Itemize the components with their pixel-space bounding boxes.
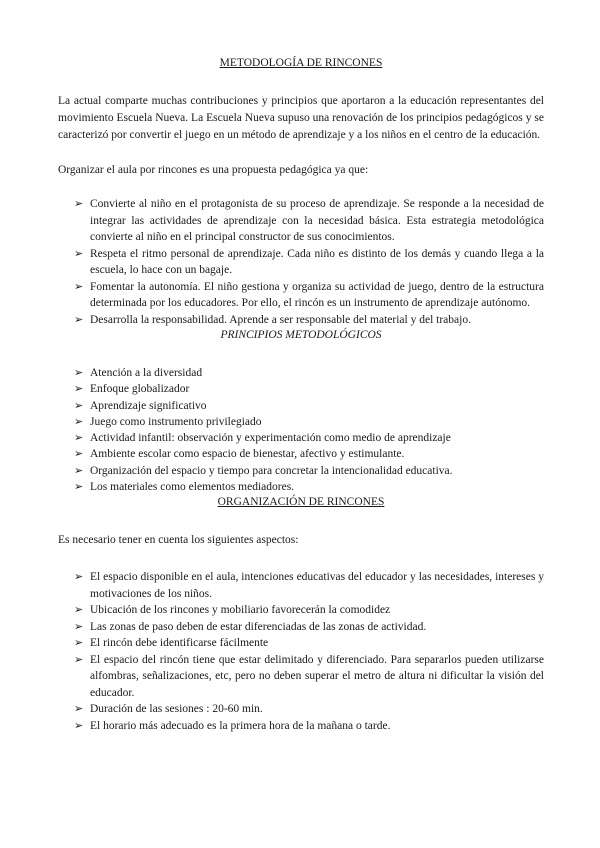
list-item [58, 246, 544, 279]
list-item [58, 463, 544, 479]
intro-paragraph: La actual comparte muchas contribuciones y principios que aportaron a la educación representantes del movimiento Escuela Nueva. La Escuela Nueva supuso una renovación de los principios pedagógicos y se caracterizó por convertir el juego en un método de aprendizaje y a los niños en el centro de la educación. [58, 95, 544, 141]
section-title-principios: PRINCIPIOS METODOLÓGICOS [220, 329, 382, 341]
list-item [58, 602, 544, 619]
arrow-bullet-icon: ➢ [74, 463, 84, 477]
arrow-bullet-icon: ➢ [74, 366, 84, 379]
list-item [58, 479, 544, 495]
list-item [58, 196, 544, 246]
list-item [58, 365, 544, 381]
list-item-text: Ambiente escolar como espacio de bienestar, afectivo y estimulante. [90, 448, 405, 461]
arrow-bullet-icon: ➢ [74, 382, 84, 396]
list-item [58, 381, 544, 397]
list-item-text: Actividad infantil: observación y experimentación como medio de aprendizaje [90, 432, 451, 445]
arrow-bullet-icon: ➢ [74, 431, 84, 445]
list-item-text: El espacio del rincón tiene que estar delimitado y diferenciado. Para separarlos pueden utilizarse alfombras, señalizaciones, etc, pero no deben superar el metro de altura ni dificultar la visión del educador. [90, 653, 544, 699]
list-item-text: Respeta el ritmo personal de aprendizaje. Cada niño es distinto de los demás y cuando llega a la escuela, lo hace con un bagaje. [90, 247, 544, 276]
arrow-bullet-icon: ➢ [74, 603, 84, 617]
arrow-bullet-icon: ➢ [74, 312, 84, 326]
list-item [58, 569, 544, 602]
list-item-text: Aprendizaje significativo [90, 399, 207, 412]
list-item [58, 430, 544, 446]
list-item [58, 279, 544, 312]
arrow-bullet-icon: ➢ [74, 279, 84, 293]
arrow-bullet-icon: ➢ [74, 480, 84, 494]
arrow-bullet-icon: ➢ [74, 702, 84, 716]
list-item [58, 619, 544, 636]
list-item [58, 718, 544, 735]
list-item-text: Organización del espacio y tiempo para concretar la intencionalidad educativa. [90, 464, 453, 477]
list-item-text: Juego como instrumento privilegiado [90, 415, 262, 428]
arrow-bullet-icon: ➢ [74, 570, 84, 584]
list-item-text: Enfoque globalizador [90, 383, 190, 396]
list-item-text: El rincón debe identificarse fácilmente [90, 637, 269, 650]
arrow-bullet-icon: ➢ [74, 447, 84, 461]
list-item [58, 701, 544, 718]
list-item [58, 652, 544, 702]
arrow-bullet-icon: ➢ [74, 652, 84, 666]
arrow-bullet-icon: ➢ [74, 398, 84, 412]
arrow-bullet-icon: ➢ [74, 619, 84, 633]
arrow-bullet-icon: ➢ [74, 414, 84, 428]
arrow-bullet-icon: ➢ [74, 246, 84, 260]
list-item [58, 312, 544, 329]
list-item-text: Convierte al niño en el protagonista de su proceso de aprendizaje. Se responde a la necesidad de integrar las actividades de aprendizaje con la necesidad básica. Esta estrategia metodológica convierte al niño en el principal constructor de sus conocimientos. [90, 198, 544, 243]
list-item-text: El espacio disponible en el aula, intenciones educativas del educador y las necesidades, intereses y motivaciones de los niños. [90, 571, 544, 600]
section-title-metodologia: METODOLOGÍA DE RINCONES [219, 57, 383, 69]
list-intro-text: Organizar el aula por rincones es una propuesta pedagógica ya que: [58, 164, 369, 176]
aspects-intro-text: Es necesario tener en cuenta los siguientes aspectos: [58, 534, 299, 547]
list-item-text: El horario más adecuado es la primera hora de la mañana o tarde. [90, 719, 391, 732]
list-item [58, 414, 544, 430]
section-title-organizacion: ORGANIZACIÓN DE RINCONES [217, 496, 385, 509]
reasons-list [58, 196, 544, 328]
list-item-text: Desarrolla la responsabilidad. Aprende a ser responsable del material y del trabajo. [90, 313, 471, 326]
list-item [58, 398, 544, 414]
aspects-list [58, 569, 544, 734]
list-item-text: Los materiales como elementos mediadores. [90, 481, 295, 494]
arrow-bullet-icon: ➢ [74, 197, 84, 210]
document-content [58, 56, 544, 734]
list-item-text: Ubicación de los rincones y mobiliario favorecerán la comodidez [90, 604, 391, 617]
list-item [58, 446, 544, 462]
principles-list [58, 365, 544, 495]
arrow-bullet-icon: ➢ [74, 636, 84, 650]
list-item [58, 635, 544, 652]
list-item-text: Las zonas de paso deben de estar diferenciadas de las zonas de actividad. [90, 620, 427, 633]
list-item-text: Fomentar la autonomía. El niño gestiona y organiza su actividad de juego, dentro de la estructura determinada por los educadores. Por ello, el rincón es un instrumento de aprendizaje autónomo. [90, 280, 544, 309]
list-item-text: Duración de las sesiones : 20-60 min. [90, 703, 263, 716]
list-item-text: Atención a la diversidad [90, 367, 203, 379]
arrow-bullet-icon: ➢ [74, 718, 84, 732]
